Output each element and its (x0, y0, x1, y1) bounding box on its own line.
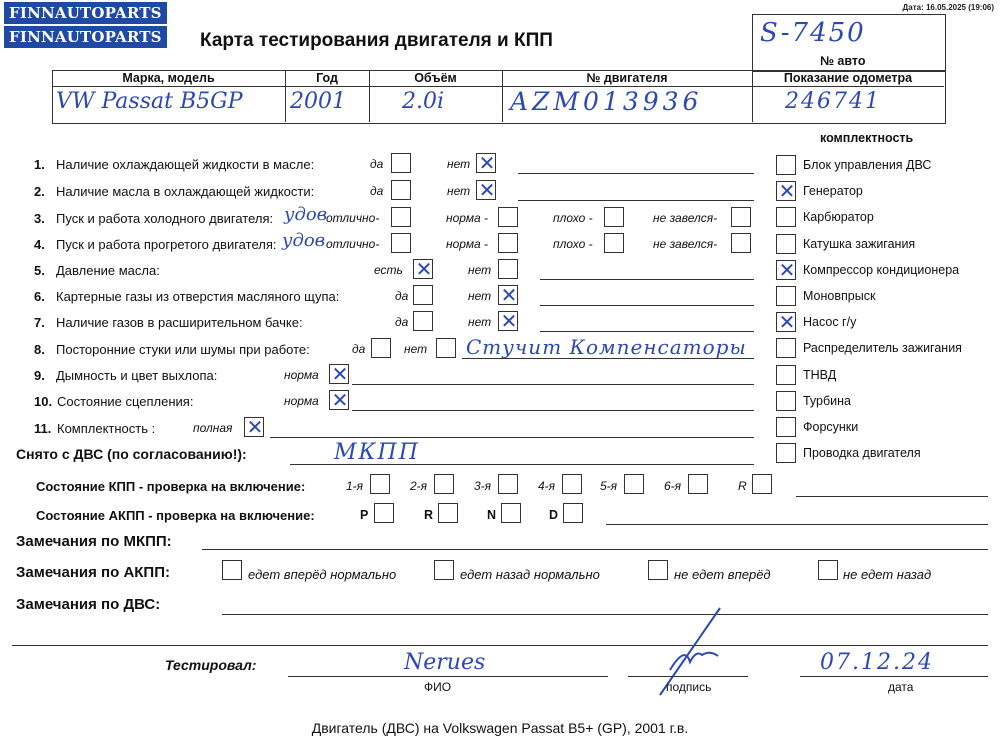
check-mark-icon: ✕ (246, 415, 264, 439)
complect-checkbox[interactable] (776, 234, 796, 254)
complect-checkbox[interactable] (776, 260, 796, 280)
test-label: Посторонние стуки или шумы при работе: (56, 342, 310, 357)
brand-logo-top: FINNAUTOPARTS (4, 2, 167, 24)
opt-ne-zavelsya: не завелся- (653, 211, 718, 225)
mkpp-gear-label: R (738, 479, 747, 493)
check-mark-icon: ✕ (331, 362, 349, 386)
mkpp-gear-checkbox[interactable] (434, 474, 454, 494)
check-mark-icon: ✕ (500, 309, 518, 333)
checkbox-8-net[interactable] (436, 338, 456, 358)
removed-value: МКПП (334, 440, 420, 465)
akpp-gear-checkbox[interactable] (374, 503, 394, 523)
complect-checkbox[interactable] (776, 417, 796, 437)
checkbox-3-ploho[interactable] (604, 207, 624, 227)
tested-label: Тестировал: (165, 657, 257, 673)
opt-net: нет (447, 157, 471, 171)
complect-item-label: Распределитель зажигания (803, 341, 962, 355)
remarks-mkpp-label: Замечания по МКПП: (16, 533, 172, 550)
test-number: 1. (34, 157, 45, 172)
mkpp-gear-label: 2-я (410, 479, 428, 493)
checkbox-10-norma[interactable] (329, 390, 349, 410)
akpp-opt-no-back: не едет назад (843, 567, 932, 582)
check-mark-icon: ✕ (415, 257, 433, 281)
col-year: Год (316, 71, 338, 85)
opt-est: есть (374, 263, 403, 277)
test-number: 5. (34, 263, 45, 278)
mkpp-gear-checkbox[interactable] (562, 474, 582, 494)
check-mark-icon: ✕ (778, 179, 796, 203)
akpp-gear-checkbox[interactable] (563, 503, 583, 523)
checkbox-2-da[interactable] (391, 180, 411, 200)
checkbox-4-otlichno[interactable] (391, 233, 411, 253)
checkbox-6-net[interactable] (498, 285, 518, 305)
col-odometer: Показание одометра (783, 71, 913, 85)
opt-net: нет (468, 263, 492, 277)
image-caption: Двигатель (ДВС) на Volkswagen Passat B5+ (GP), 2001 г.в. (311, 720, 689, 736)
test-label: Пуск и работа холодного двигателя: (56, 211, 274, 226)
test-label: Состояние сцепления: (57, 394, 194, 409)
checkbox-11-polnaya[interactable] (244, 417, 264, 437)
checkbox-1-net[interactable] (476, 153, 496, 173)
opt-ne-zavelsya: не завелся- (653, 237, 718, 251)
check-mark-icon: ✕ (478, 178, 496, 202)
mkpp-gear-checkbox[interactable] (370, 474, 390, 494)
test-label: Наличие охлаждающей жидкости в масле: (56, 157, 315, 172)
date-stamp: Дата: 16.05.2025 (19:06) (902, 3, 994, 12)
mkpp-gear-checkbox[interactable] (688, 474, 708, 494)
warm-start-note: удов (282, 230, 326, 251)
akpp-gear-label: P (360, 508, 369, 522)
opt-net: нет (468, 289, 492, 303)
checkbox-akpp-no-back[interactable] (818, 560, 838, 580)
test-number: 8. (34, 342, 45, 357)
akpp-gear-checkbox[interactable] (501, 503, 521, 523)
value-year: 2001 (290, 89, 346, 114)
test-label: Дымность и цвет выхлопа: (56, 368, 218, 383)
opt-ploho: плохо - (553, 237, 593, 251)
checkbox-4-ploho[interactable] (604, 233, 624, 253)
mkpp-gear-label: 4-я (538, 479, 556, 493)
opt-polnaya: полная (193, 421, 233, 435)
complect-checkbox[interactable] (776, 391, 796, 411)
brand-logo-bottom: FINNAUTOPARTS (4, 26, 167, 48)
opt-da: да (370, 157, 384, 171)
opt-net: нет (404, 342, 428, 356)
test-label: Картерные газы из отверстия масляного щупа: (56, 289, 340, 304)
checkbox-3-ne-zavelsya[interactable] (731, 207, 751, 227)
opt-da: да (370, 184, 384, 198)
test-label: Комплектность : (57, 421, 156, 436)
akpp-opt-forward-ok: едет вперёд нормально (248, 567, 397, 582)
complect-item-label: Моновпрыск (803, 289, 876, 303)
test-label: Пуск и работа прогретого двигателя: (56, 237, 277, 252)
test-number: 4. (34, 237, 45, 252)
complect-checkbox[interactable] (776, 207, 796, 227)
col-volume: Объём (414, 71, 457, 85)
checkbox-2-net[interactable] (476, 180, 496, 200)
checkbox-1-da[interactable] (391, 153, 411, 173)
opt-ploho: плохо - (553, 211, 593, 225)
tester-name: Nerues (404, 650, 486, 675)
test-label: Давление масла: (56, 263, 160, 278)
remarks-akpp-label: Замечания по АКПП: (16, 564, 170, 581)
checkbox-akpp-no-forward[interactable] (648, 560, 668, 580)
mkpp-check-label: Состояние КПП - проверка на включение: (36, 479, 306, 494)
value-make-model: VW Passat B5GP (56, 89, 243, 114)
removed-label: Снято с ДВС (по согласованию!): (16, 446, 247, 462)
test-number: 10. (34, 394, 53, 409)
check-mark-icon: ✕ (778, 258, 796, 282)
opt-otlichno: отлично- (326, 211, 380, 225)
check-mark-icon: ✕ (478, 151, 496, 175)
opt-norma: норма - (446, 237, 489, 251)
checkbox-6-da[interactable] (413, 285, 433, 305)
opt-norma: норма (284, 394, 319, 408)
mkpp-gear-checkbox[interactable] (498, 474, 518, 494)
opt-da: да (352, 342, 366, 356)
opt-net: нет (468, 315, 492, 329)
complect-checkbox[interactable] (776, 155, 796, 175)
complect-item-label: Компрессор кондиционера (803, 263, 960, 277)
akpp-opt-no-forward: не едет вперёд (674, 567, 771, 582)
opt-da: да (395, 315, 409, 329)
opt-norma: норма (284, 368, 319, 382)
complect-checkbox[interactable] (776, 338, 796, 358)
sign-label: подпись (666, 680, 712, 694)
complect-checkbox[interactable] (776, 365, 796, 385)
checkbox-7-net[interactable] (498, 311, 518, 331)
test-number: 9. (34, 368, 45, 383)
complect-item-label: Турбина (803, 394, 851, 408)
test-number: 7. (34, 315, 45, 330)
checkbox-akpp-back-ok[interactable] (434, 560, 454, 580)
akpp-check-label: Состояние АКПП - проверка на включение: (36, 508, 315, 523)
complect-checkbox[interactable] (776, 443, 796, 463)
fio-label: ФИО (424, 680, 452, 694)
col-make-model: Марка, модель (122, 71, 215, 85)
checkbox-5-net[interactable] (498, 259, 518, 279)
complect-item-label: Насос г/у (803, 315, 857, 329)
date-label: дата (888, 680, 914, 694)
opt-da: да (395, 289, 409, 303)
complect-item-label: Проводка двигателя (803, 446, 921, 460)
check-mark-icon: ✕ (331, 388, 349, 412)
date-value: 07.12.24 (820, 650, 934, 675)
akpp-opt-back-ok: едет назад нормально (460, 567, 600, 582)
opt-norma: норма - (446, 211, 489, 225)
complect-item-label: Форсунки (803, 420, 859, 434)
remarks-dvs-label: Замечания по ДВС: (16, 596, 161, 613)
value-odometer: 246741 (785, 89, 881, 114)
checkbox-9-norma[interactable] (329, 364, 349, 384)
checkbox-7-da[interactable] (413, 311, 433, 331)
complect-item-label: Катушка зажигания (803, 237, 916, 251)
test-label: Наличие газов в расширительном бачке: (56, 315, 303, 330)
checkbox-3-norma[interactable] (498, 207, 518, 227)
checkbox-4-norma[interactable] (498, 233, 518, 253)
opt-net: нет (447, 184, 471, 198)
mkpp-gear-label: 5-я (600, 479, 618, 493)
car-number-label: № авто (820, 54, 866, 68)
test-number: 2. (34, 184, 45, 199)
akpp-gear-label: D (549, 508, 559, 522)
checkbox-akpp-forward-ok[interactable] (222, 560, 242, 580)
car-number-value: S-7450 (760, 18, 866, 48)
complect-item-label: ТНВД (803, 368, 837, 382)
akpp-gear-label: N (487, 508, 497, 522)
test-number: 11. (34, 421, 52, 436)
complect-title: комплектность (820, 131, 914, 145)
value-engine-no: AZM013936 (510, 87, 703, 116)
mkpp-gear-checkbox[interactable] (752, 474, 772, 494)
opt-otlichno: отлично- (326, 237, 380, 251)
complect-item-label: Генератор (803, 184, 863, 198)
complect-checkbox[interactable] (776, 286, 796, 306)
mkpp-gear-checkbox[interactable] (624, 474, 644, 494)
test-number: 6. (34, 289, 45, 304)
check-mark-icon: ✕ (778, 310, 796, 334)
complect-checkbox[interactable] (776, 181, 796, 201)
complect-checkbox[interactable] (776, 312, 796, 332)
test-number: 3. (34, 211, 45, 226)
checkbox-5-est[interactable] (413, 259, 433, 279)
mkpp-gear-label: 1-я (346, 479, 364, 493)
checkbox-4-ne-zavelsya[interactable] (731, 233, 751, 253)
checkbox-8-da[interactable] (371, 338, 391, 358)
akpp-gear-label: R (424, 508, 434, 522)
akpp-gear-checkbox[interactable] (438, 503, 458, 523)
test-label: Наличие масла в охлаждающей жидкости: (56, 184, 315, 199)
page-title: Карта тестирования двигателя и КПП (200, 30, 553, 51)
mkpp-gear-label: 6-я (664, 479, 682, 493)
noise-note: Стучит Компенсаторы (466, 335, 747, 359)
checkbox-3-otlichno[interactable] (391, 207, 411, 227)
cold-start-note: удов (284, 204, 328, 225)
mkpp-gear-label: 3-я (474, 479, 492, 493)
value-volume: 2.0i (402, 89, 445, 114)
complect-item-label: Блок управления ДВС (803, 158, 932, 172)
complect-item-label: Карбюратор (803, 210, 874, 224)
check-mark-icon: ✕ (500, 283, 518, 307)
col-engine-no: № двигателя (586, 71, 668, 85)
